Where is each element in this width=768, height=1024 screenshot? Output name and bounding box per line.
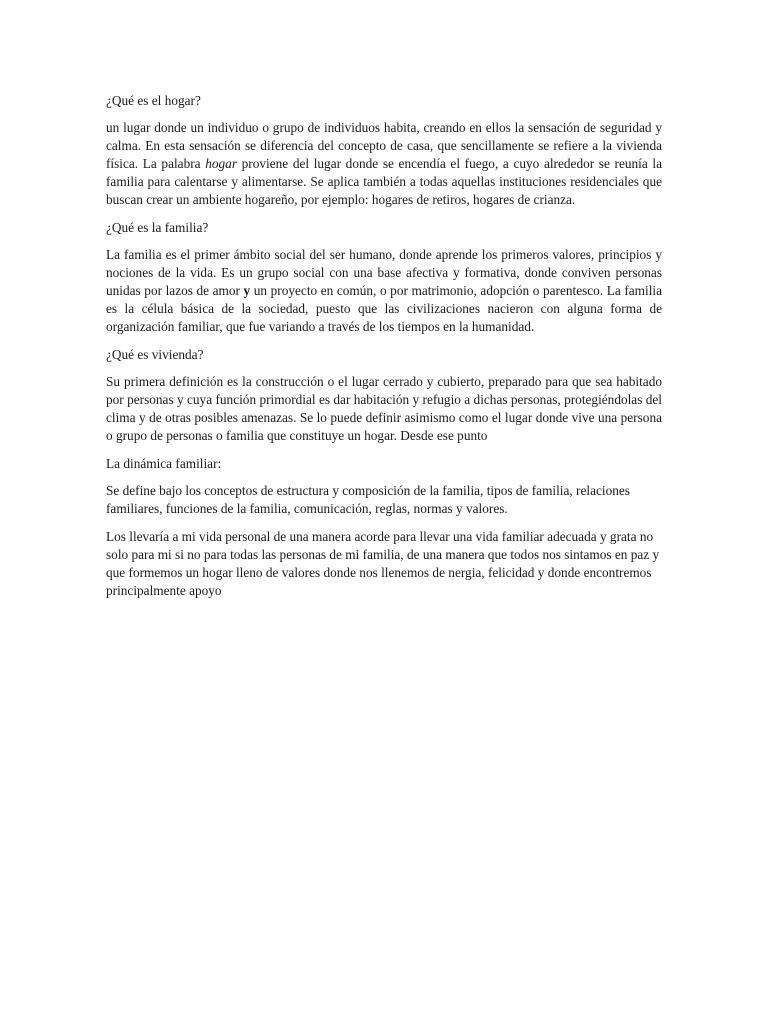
paragraph-familia (106, 246, 662, 336)
paragraph-hogar (106, 119, 662, 209)
heading-vivienda: ¿Qué es vivienda? (106, 347, 204, 362)
paragraph-dinamica-familiar: Se define bajo los conceptos de estructura y composición de la familia, tipos de familia, relaciones familiares, funciones de la familia, comunicación, reglas, normas y valores. (106, 483, 630, 516)
paragraph-familia-part2: un proyecto en común, o por matrimonio, adopción o parentesco. La familia es la célula básica de la sociedad, puesto que las civilizaciones nacieron con alguna forma de organización familiar, que fue variando a través de los tiempos en la humanidad. (106, 283, 662, 334)
paragraph-hogar-part1: un lugar donde un individuo o grupo de individuos habita, creando en ellos la sensación de seguridad y calma. En esta sensación se diferencia del concepto de casa, que sencillamente se refiere a la vivienda física. La palabra (106, 120, 662, 171)
paragraph-vivienda: Su primera definición es la construcción o el lugar cerrado y cubierto, preparado para que sea habitado por personas y cuya función primordial es dar habitación y refugio a dichas personas, protegiéndolas del clima y de otras posibles amenazas. Se lo puede definir asimismo como el lugar donde vive una persona o grupo de personas o familia que constituye un hogar. Desde ese punto (106, 374, 662, 443)
paragraph-familia-part1: La familia es el primer ámbito social del ser humano, donde aprende los primeros valores, principios y nociones de la vida. Es un grupo social con una base afectiva y formativa, donde conviven personas unidas por lazos de amor (106, 247, 662, 298)
paragraph-closing: Los llevaría a mi vida personal de una manera acorde para llevar una vida familiar adecuada y grata no solo para mi si no para todas las personas de mi familia, de una manera que todos nos sintamos en paz y que formemos un hogar lleno de valores donde nos llenemos de nergia, felicidad y donde encontremos principalmente apoyo (106, 529, 660, 598)
paragraph-hogar-italic-word: hogar (205, 156, 237, 171)
heading-dinamica-familiar: La dinámica familiar: (106, 456, 222, 471)
paragraph-hogar-part2: proviene del lugar donde se encendía el fuego, a cuyo alrededor se reunía la familia para calentarse y alimentarse. Se aplica también a todas aquellas instituciones residenciales que buscan crear un ambiente hogareño, por ejemplo: hogares de retiros, hogares de crianza. (106, 156, 662, 207)
heading-hogar: ¿Qué es el hogar? (106, 93, 201, 108)
paragraph-familia-bold-word: y (243, 283, 251, 298)
heading-familia: ¿Qué es la familia? (106, 220, 209, 235)
